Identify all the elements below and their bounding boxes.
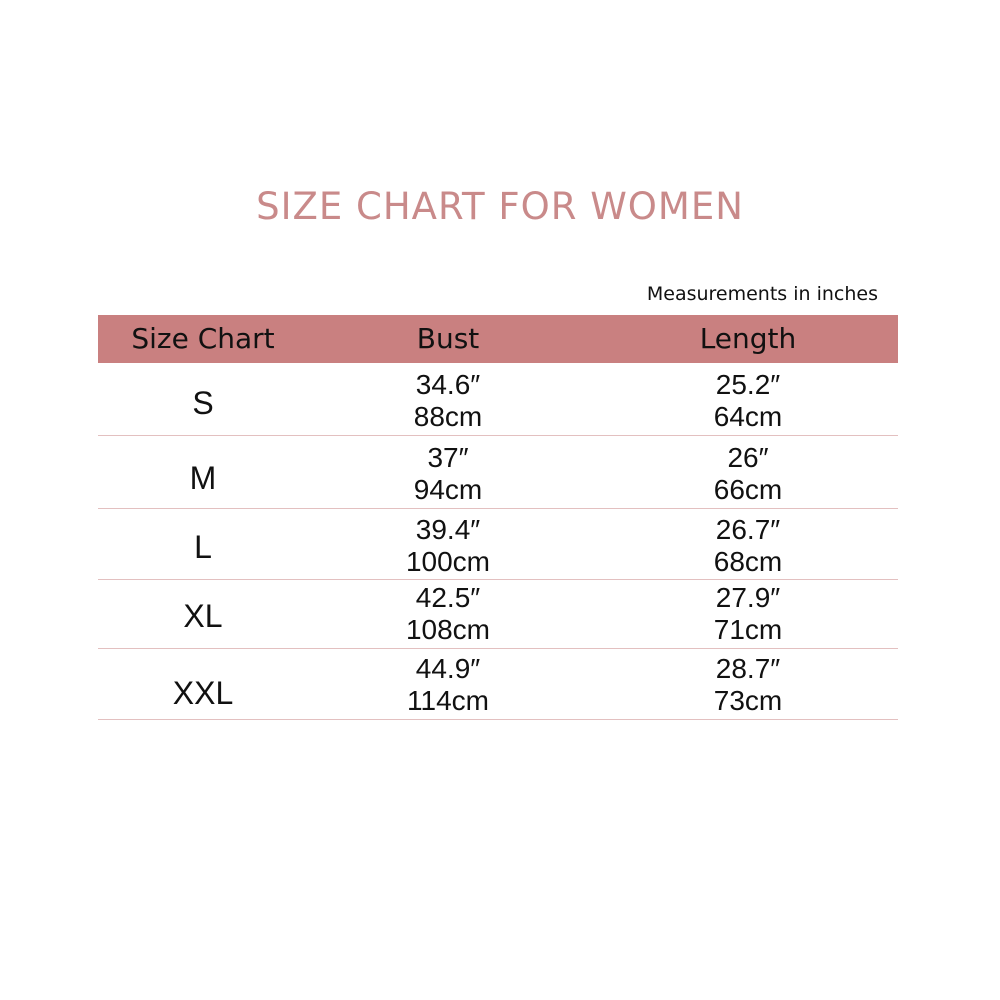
length-inches: 28.7″ [715,653,781,684]
bust-inches: 44.9″ [415,653,481,684]
length-inches: 26.7″ [715,514,781,545]
length-cm: 68cm [713,546,783,577]
table-row [98,649,898,720]
length-cm: 73cm [713,685,783,716]
header-size-chart: Size Chart [131,322,275,355]
table-row [98,509,898,580]
header-length: Length [699,322,797,355]
bust-inches: 42.5″ [415,582,481,613]
length-cm: 71cm [713,614,783,645]
table-row [98,580,898,649]
table-row [98,436,898,509]
table-row [98,363,898,436]
size-label: S [192,385,214,421]
bust-inches: 34.6″ [415,369,481,400]
page-title: SIZE CHART FOR WOMEN [256,185,744,228]
size-label: XXL [172,675,234,711]
bust-cm: 94cm [413,474,483,505]
length-cm: 64cm [713,401,783,432]
bust-inches: 39.4″ [415,514,481,545]
measurement-note: Measurements in inches [646,283,878,305]
size-label: M [189,460,217,496]
bust-cm: 88cm [413,401,483,432]
bust-cm: 108cm [405,614,491,645]
table-header [98,315,898,363]
length-cm: 66cm [713,474,783,505]
length-inches: 27.9″ [715,582,781,613]
length-inches: 26″ [727,442,769,473]
size-label: L [194,529,212,565]
bust-cm: 100cm [405,546,491,577]
length-inches: 25.2″ [715,369,781,400]
bust-cm: 114cm [407,685,489,716]
bust-inches: 37″ [427,442,469,473]
size-table [98,315,898,720]
header-bust: Bust [416,322,480,355]
size-label: XL [183,598,223,634]
